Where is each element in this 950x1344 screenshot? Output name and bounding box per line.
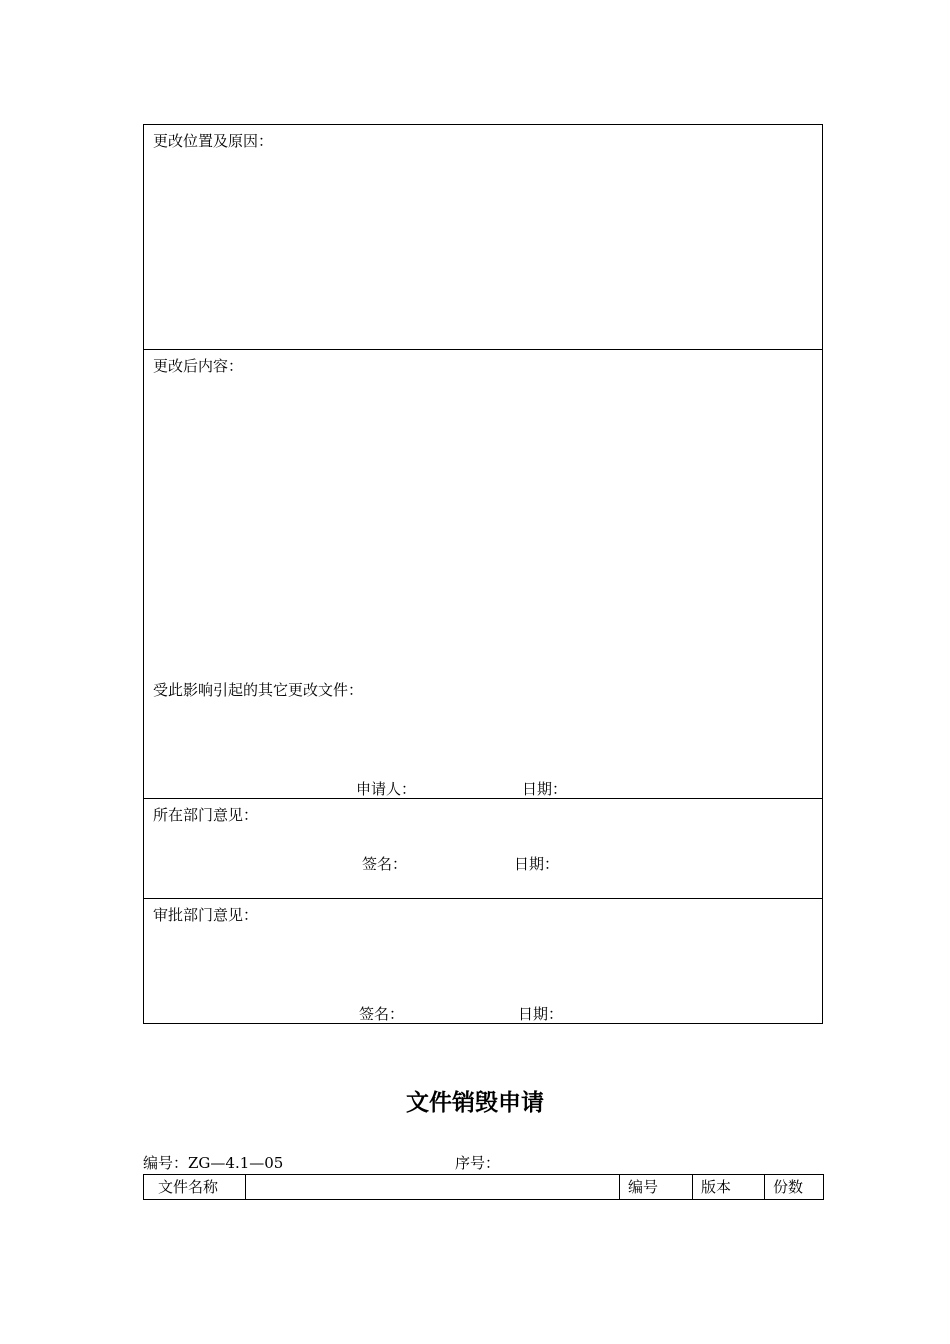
approval-signature-label: 签名： [359, 1005, 405, 1023]
file-name-header: 文件名称 [144, 1175, 246, 1200]
department-signature-label: 签名： [362, 855, 408, 873]
form-code: 编号：ZG—4.1—05 [143, 1154, 284, 1172]
approval-date-label: 日期： [518, 1005, 564, 1023]
change-location-reason-label: 更改位置及原因： [153, 132, 274, 150]
change-request-form [143, 124, 823, 1024]
changed-content-label: 更改后内容： [153, 357, 244, 375]
change-location-section [144, 125, 822, 350]
approval-opinion-label: 审批部门意见： [153, 906, 259, 924]
affected-files-label: 受此影响引起的其它更改文件： [153, 681, 364, 699]
destroy-form-title: 文件销毁申请 [406, 1090, 544, 1116]
table-header-row [144, 1175, 824, 1200]
version-header: 版本 [693, 1175, 765, 1200]
changed-content-section [144, 350, 822, 799]
department-date-label: 日期： [514, 855, 560, 873]
department-opinion-section [144, 799, 822, 899]
destroy-file-table [143, 1174, 824, 1200]
department-opinion-label: 所在部门意见： [153, 806, 259, 824]
applicant-date-label: 日期： [522, 780, 568, 798]
copies-header: 份数 [765, 1175, 824, 1200]
number-header: 编号 [620, 1175, 693, 1200]
approval-opinion-section [144, 899, 822, 1023]
serial-number-label: 序号： [455, 1154, 501, 1172]
file-name-cell[interactable] [246, 1175, 620, 1200]
applicant-label: 申请人： [356, 780, 417, 798]
